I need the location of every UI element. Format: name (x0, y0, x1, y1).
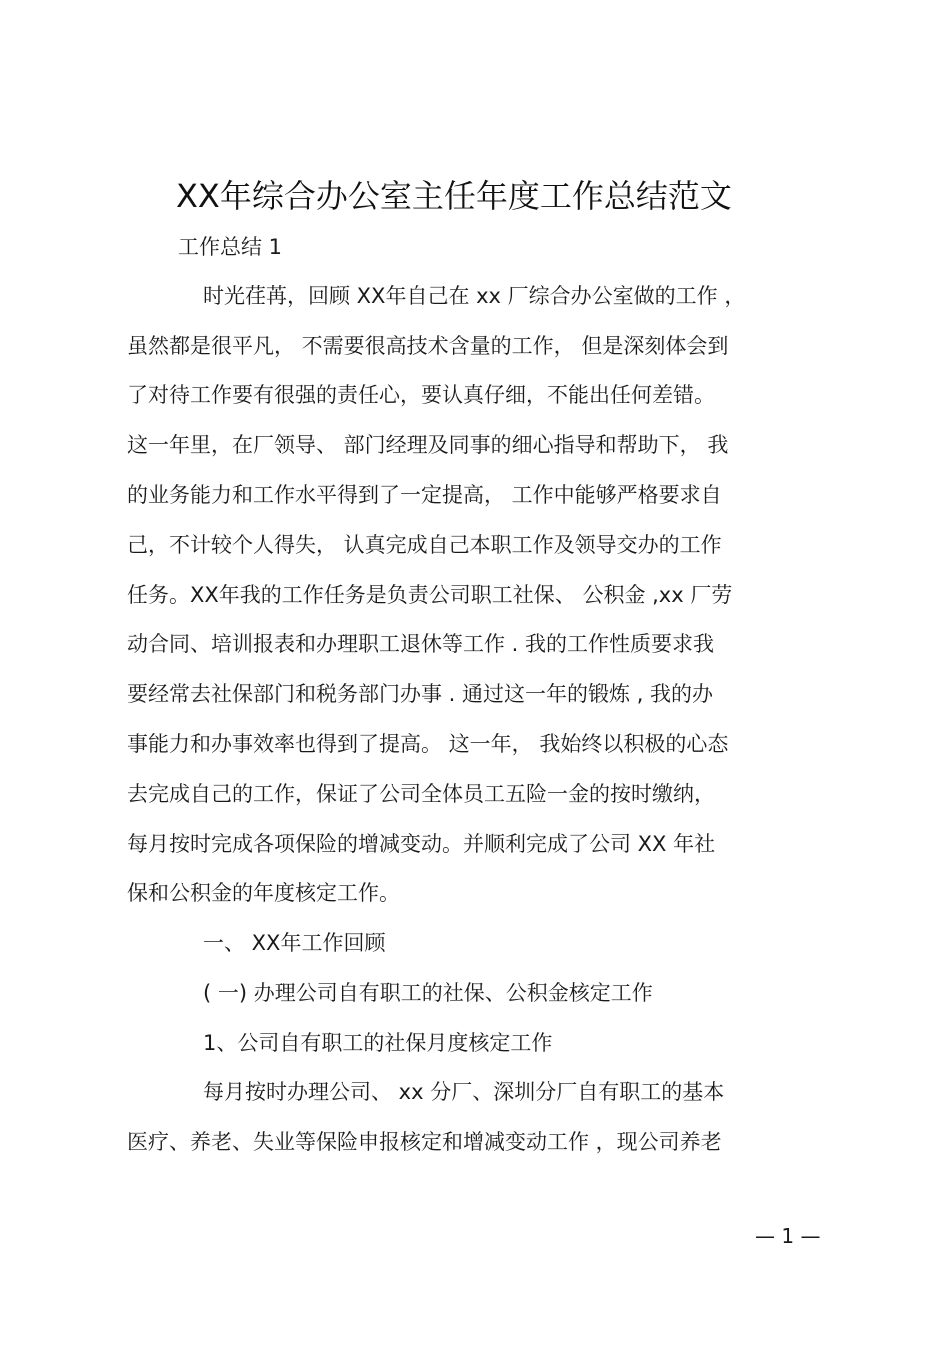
paragraph-line: 的业务能力和工作水平得到了一定提高， 工作中能够严格要求自 (127, 483, 722, 507)
paragraph-line: 虽然都是很平凡， 不需要很高技术含量的工作， 但是深刻体会到 (127, 334, 729, 358)
paragraph-line: 了对待工作要有很强的责任心，要认真仔细，不能出任何差错。 (127, 383, 715, 407)
paragraph-line: 保和公积金的年度核定工作。 (127, 881, 400, 905)
paragraph-line: 己，不计较个人得失， 认真完成自己本职工作及领导交办的工作 (127, 533, 722, 557)
subsection-heading: ( 一) 办理公司自有职工的社保、公积金核定工作 (203, 981, 653, 1005)
paragraph-line: 任务。XX年我的工作任务是负责公司职工社保、 公积金 ,xx 厂劳 (127, 583, 733, 607)
paragraph-line: 每月按时办理公司、 xx 分厂、深圳分厂自有职工的基本 (203, 1080, 725, 1104)
paragraph-line: 医疗、养老、失业等保险申报核定和增减变动工作 ，现公司养老 (127, 1130, 722, 1154)
paragraph-line: 去完成自己的工作，保证了公司全体员工五险一金的按时缴纳， (127, 782, 715, 806)
paragraph-line: 要经常去社保部门和税务部门办事 . 通过这一年的锻炼 , 我的办 (127, 682, 714, 706)
paragraph-line: 动合同、培训报表和办理职工退休等工作 . 我的工作性质要求我 (127, 632, 715, 656)
item-heading: 1、公司自有职工的社保月度核定工作 (203, 1031, 553, 1055)
paragraph-line: 时光荏苒，回顾 XX年自己在 xx 厂综合办公室做的工作 ， (203, 284, 746, 308)
paragraph-line: 事能力和办事效率也得到了提高。 这一年， 我始终以积极的心态 (127, 732, 729, 756)
section-heading: 一、 XX年工作回顾 (203, 931, 386, 955)
paragraph-line: 每月按时完成各项保险的增减变动。并顺利完成了公司 XX 年社 (127, 832, 716, 856)
page-number: — 1 — (755, 1224, 821, 1248)
section-subtitle: 工作总结 1 (178, 235, 283, 259)
paragraph-line: 这一年里，在厂领导、 部门经理及同事的细心指导和帮助下， 我 (127, 433, 729, 457)
document-title: XX年综合办公室主任年度工作总结范文 (176, 177, 732, 215)
